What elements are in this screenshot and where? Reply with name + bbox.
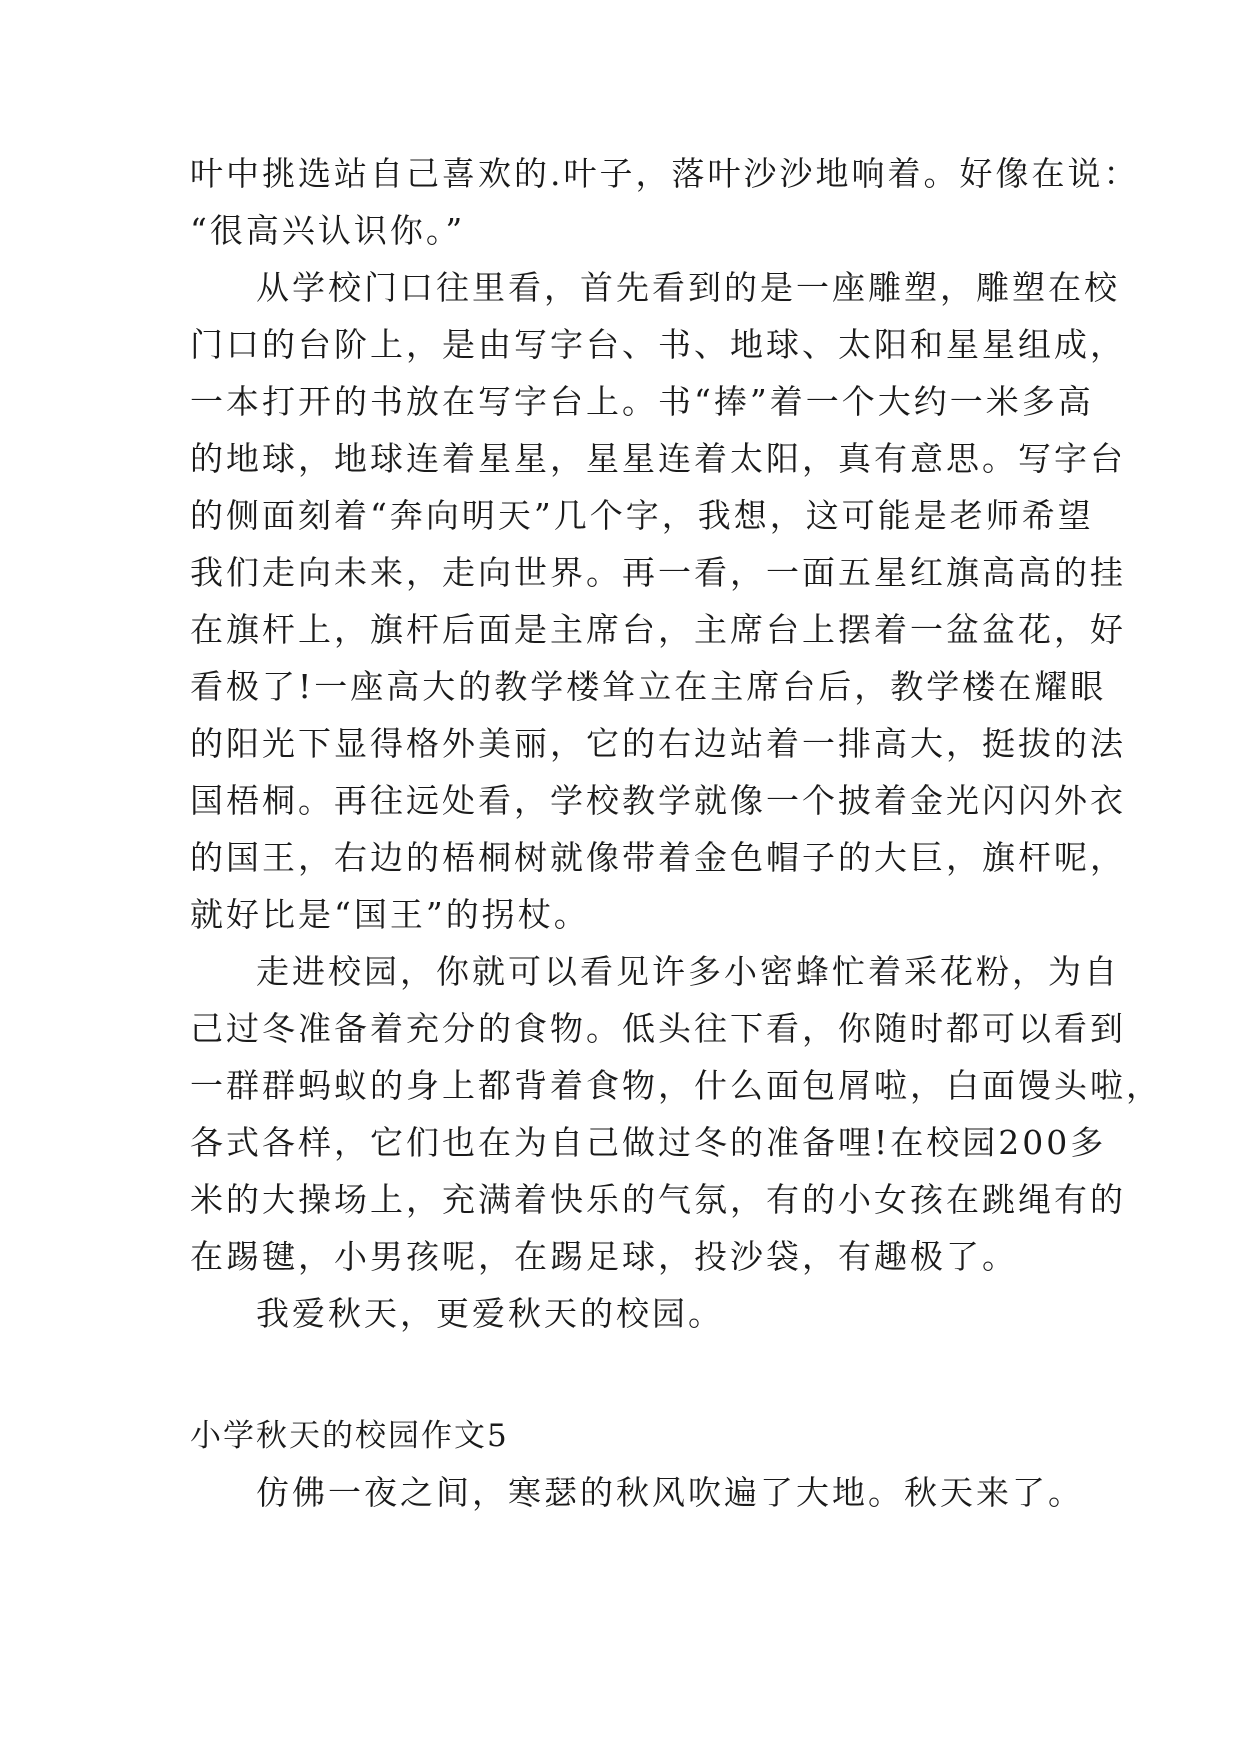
paragraph-line: 己过冬准备着充分的食物。低头往下看，你随时都可以看到: [190, 1009, 1126, 1048]
paragraph-line: 的阳光下显得格外美丽，它的右边站着一排高大，挺拔的法: [190, 724, 1126, 763]
paragraph-line: 我爱秋天，更爱秋天的校园。: [256, 1294, 724, 1333]
paragraph-line: 米的大操场上，充满着快乐的气氛，有的小女孩在跳绳有的: [190, 1180, 1126, 1219]
paragraph-line: 叶中挑选站自己喜欢的.叶子，落叶沙沙地响着。好像在说：: [190, 154, 1140, 193]
paragraph-line: 我们走向未来，走向世界。再一看，一面五星红旗高高的挂: [190, 553, 1126, 592]
paragraph-line: 在踢毽，小男孩呢，在踢足球，投沙袋，有趣极了。: [190, 1237, 1018, 1276]
paragraph-line: 从学校门口往里看，首先看到的是一座雕塑，雕塑在校: [256, 268, 1120, 307]
section-title: 小学秋天的校园作文5: [190, 1418, 509, 1454]
paragraph-line: 看极了!一座高大的教学楼耸立在主席台后，教学楼在耀眼: [190, 667, 1107, 706]
paragraph-line: 走进校园，你就可以看见许多小密蜂忙着采花粉，为自: [256, 952, 1120, 991]
paragraph-line: 的地球，地球连着星星，星星连着太阳，真有意思。写字台: [190, 439, 1126, 478]
paragraph-line: 一本打开的书放在写字台上。书“捧”着一个大约一米多高: [190, 382, 1094, 421]
paragraph-line: 各式各样，它们也在为自己做过冬的准备哩!在校园200多: [190, 1123, 1107, 1162]
paragraph-line: 在旗杆上，旗杆后面是主席台，主席台上摆着一盆盆花，好: [190, 610, 1126, 649]
paragraph-line: 的侧面刻着“奔向明天”几个字，我想，这可能是老师希望: [190, 496, 1094, 535]
paragraph-line: 门口的台阶上，是由写字台、书、地球、太阳和星星组成，: [190, 325, 1126, 364]
paragraph-line: 就好比是“国王”的拐杖。: [190, 895, 590, 934]
paragraph-line: 仿佛一夜之间，寒瑟的秋风吹遍了大地。秋天来了。: [256, 1473, 1084, 1512]
paragraph-line: 的国王，右边的梧桐树就像带着金色帽子的大巨，旗杆呢，: [190, 838, 1126, 877]
paragraph-line: 一群群蚂蚁的身上都背着食物，什么面包屑啦，白面馒头啦，: [190, 1066, 1162, 1105]
paragraph-line: “很高兴认识你。”: [190, 211, 466, 250]
paragraph-line: 国梧桐。再往远处看，学校教学就像一个披着金光闪闪外衣: [190, 781, 1126, 820]
